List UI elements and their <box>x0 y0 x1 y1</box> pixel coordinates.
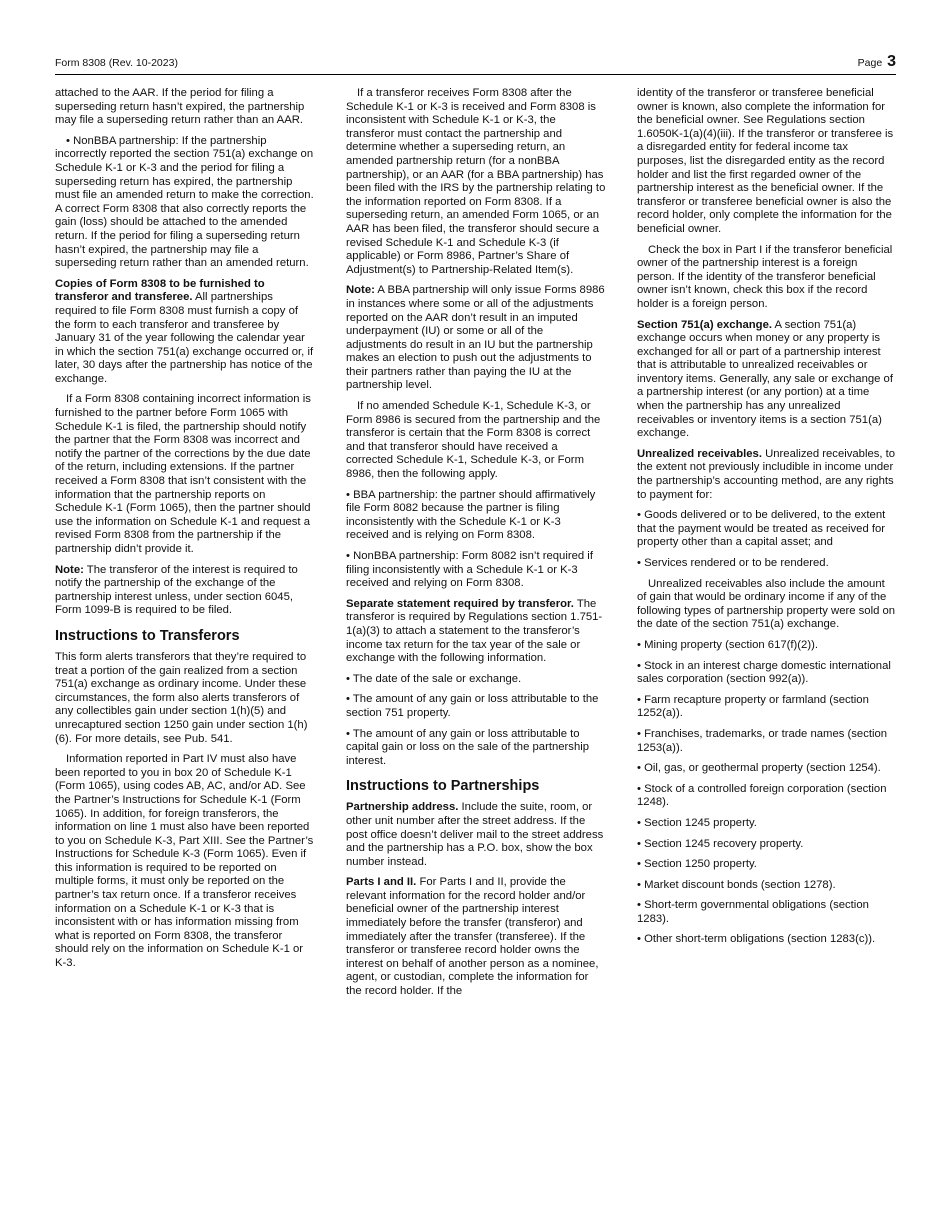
run-in-heading: Separate statement required by transferor. <box>346 597 574 610</box>
paragraph: If a transferor receives Form 8308 after the Schedule K-1 or K-3 is received and Form 8308 is inconsistent with Schedule K-1 or K-3, the transferor must contact the partnership and determine whether a superseding return, an amended partnership return (for a nonBBA partnership), or an AAR (for a BBA partnership) has been filed with the IRS by the partnership relating to the information reported on Form 8308. If a superseding return, an amended Form 1065, or an AAR has been filed, the transferor should secure a revised Schedule K-1 and Schedule K-3 (if applicable) or Form 8986, Partner’s Share of Adjustment(s) to Partnership-Related Item(s). <box>346 87 606 276</box>
section-heading: Instructions to Partnerships <box>346 778 540 795</box>
note <box>346 284 606 393</box>
page-number: 3 <box>887 53 896 70</box>
page-label: Page <box>857 57 883 69</box>
paragraph: This form alerts transferors that they’re required to treat a portion of the gain realized from a section 751(a) exchange as ordinary income. Under these circumstances, the form also alerts transferors of any collectibles gain under section 1(h)(5) and unrecaptured section 1250 gain under section 1(h)(6). For more details, see Pub. 541. <box>55 650 308 745</box>
bullet-item: • Goods delivered or to be delivered, to the extent that the payment would be treated as received for property other than a capital asset; and <box>637 509 886 549</box>
bullet-item: • Section 1250 property. <box>637 858 757 871</box>
note-label: Note: <box>346 284 375 297</box>
bullet-item: • Oil, gas, or geothermal property (section 1254). <box>637 762 881 775</box>
paragraph-text: For Parts I and II, provide the relevant information for the record holder and/or beneficial owner of the partnership interest immediately before the transfer (transferor) and immediately after the transfer (transferee). If the transferor or transferee record holder owns the interest on behalf of another person as a nominee, agent, or custodian, complete the information for the record holder. If the <box>346 876 599 998</box>
bullet-item: • BBA partnership: the partner should affirmatively file Form 8082 because the partner is filing inconsistently with the Schedule K-1 or K-3 received and is relying on Form 8308. <box>346 488 596 542</box>
bullet-item: • NonBBA partnership: Form 8082 isn’t required if filing inconsistently with a Schedule K-1 or K-3 received and relying on Form 8308. <box>346 550 593 590</box>
page-header <box>55 52 896 75</box>
bullet-item: • Stock in an interest charge domestic international sales corporation (section 992(a)). <box>637 659 891 686</box>
paragraph: Information reported in Part IV must also have been reported to you in box 20 of Schedule K-1 (Form 1065), using codes AB, AC, and/or AD. See the Partner’s Instructions for Schedule K-1 (Form 1065). In addition, for foreign transferors, the information on line 1 must also have been reported to you on Schedule K-3, Part XIII. See the Partner’s Instructions for Schedule K-3 (Form 1065). Even if this information is required to be reported on multiple forms, it must only be reported on the partner’s tax return once. If a transferor receives information on a Schedule K-1 or K-3 that is inconsistent with or has information missing from what is reported on Form 8308, the transferor should rely on the information on Schedule K-1 or K-3. <box>55 753 314 970</box>
bullet-item: • Mining property (section 617(f)(2)). <box>637 638 819 651</box>
paragraph-text: Include the suite, room, or other unit number after the street address. If the post office doesn’t deliver mail to the street address and the partnership has a P.O. box, show the box number instead. <box>346 801 604 868</box>
paragraph-text: The transferor is required by Regulations section 1.751-1(a)(3) to attach a statement to the transferor’s income tax return for the tax year of the sale or exchange with the following information. <box>346 597 603 665</box>
bullet-item: • Franchises, trademarks, or trade names (section 1253(a)). <box>637 727 888 754</box>
section-heading: Instructions to Transferors <box>55 627 240 644</box>
bullet-item: • Market discount bonds (section 1278). <box>637 878 836 891</box>
bullet-item: • Section 1245 property. <box>637 816 757 829</box>
bullet-item: • Farm recapture property or farmland (section 1252(a)). <box>637 693 869 720</box>
paragraph: If no amended Schedule K-1, Schedule K-3, or Form 8986 is secured from the partnership and the transferor is certain that the Form 8308 is correct and that transferor should have received a corrected Schedule K-1, Schedule K-3, or Form 8986, then the following apply. <box>346 400 601 481</box>
bullet-item: • Section 1245 recovery property. <box>637 837 804 850</box>
bullet-item: • Short-term governmental obligations (section 1283). <box>637 899 869 925</box>
paragraph <box>55 278 315 387</box>
column-1 <box>55 87 315 978</box>
form-id: Form 8308 (Rev. 10-2023) <box>55 57 178 69</box>
note <box>55 564 315 618</box>
run-in-heading: Parts I and II. <box>346 876 417 889</box>
paragraph-text: Unrealized receivables, to the extent not previously includible in income under the partnership’s accounting method, are any rights to payment for: <box>637 447 896 501</box>
bullet-item: • The amount of any gain or loss attributable to capital gain or loss on the sale of the partnership interest. <box>346 727 590 767</box>
bullet-item: • The date of the sale or exchange. <box>346 672 522 685</box>
paragraph: identity of the transferor or transferee beneficial owner is known, also complete the information for the beneficial owner. See Regulations section 1.6050K-1(a)(4)(iii). If the transferor or transferee is a disregarded entity for federal income tax purposes, list the disregarded entity as the record holder and list the first regarded owner of the partnership interest as the beneficial owner. If the transferor or transferee beneficial owner is also the record holder, only complete the information for the beneficial owner. <box>637 87 894 235</box>
run-in-heading: Copies of Form 8308 to be furnished to transferor and transferee. <box>55 277 265 304</box>
bullet-item: • The amount of any gain or loss attributable to the section 751 property. <box>346 693 599 719</box>
paragraph: Check the box in Part I if the transferor beneficial owner of the partnership interest is a foreign person. If the identity of the transferor beneficial owner isn’t known, check this box if the record holder is a foreign person. <box>637 243 893 310</box>
paragraph: attached to the AAR. If the period for filing a superseding return hasn’t expired, the partnership may file a superseding return rather than an AAR. <box>55 87 305 127</box>
note-label: Note: <box>55 563 84 576</box>
paragraph <box>346 801 606 869</box>
column-2 <box>346 87 606 1006</box>
run-in-heading: Unrealized receivables. <box>637 447 762 460</box>
note-text: A BBA partnership will only issue Forms 8986 in instances where some or all of the adjustments reported on the AAR don’t result in an imputed underpayment (IU) or some or all of the adjustments do result in an IU but the partnership makes an election to push out the adjustments to their partners rather than paying the IU at the partnership level. <box>346 284 605 392</box>
paragraph <box>346 598 606 666</box>
paragraph <box>637 319 897 441</box>
paragraph <box>346 876 606 998</box>
column-3 <box>637 87 897 954</box>
bullet-item: • Other short-term obligations (section 1283(c)). <box>637 933 876 946</box>
paragraph-text: All partnerships required to file Form 8308 must furnish a copy of the form to each transferor and transferee by January 31 of the year following the calendar year in which the section 751(a) exchange occurred or, if later, 30 days after the partnership has notice of the exchange. <box>55 291 314 385</box>
paragraph: • NonBBA partnership: If the partnership incorrectly reported the section 751(a) exchange on Schedule K-1 or K-3 and the period for filing a superseding return has expired, the partnership must file an amended return to make the correction. A correct Form 8308 that also correctly reports the gain (loss) should be attached to the amended return. If the period for filing a superseding return hasn’t expired, the partnership may file a superseding return rather than an amended return. <box>55 134 314 270</box>
run-in-heading: Section 751(a) exchange. <box>637 318 772 331</box>
paragraph-text: A section 751(a) exchange occurs when money or any property is exchanged for all or part of a partnership interest that is attributable to unrealized receivables or inventory items. Generally, any sale or exchange of a partnership interest (or any portion) at a time when the partnership has any unrealized receivables or inventory items is a section 751(a) exchange. <box>637 318 893 440</box>
page-number-label <box>858 53 896 71</box>
bullet-item: • Stock of a controlled foreign corporation (section 1248). <box>637 782 887 809</box>
paragraph: If a Form 8308 containing incorrect information is furnished to the partner before Form 1065 with Schedule K-1 is filed, the partnership should notify the partner that the Form 8308 was incorrect and notify the partner of the corrections by the due date of the return, including extensions. If the partner received a Form 8308 that isn’t consistent with the information that the partnership reports on Schedule K-1 (Form 1065), then the partner should use the information on Schedule K-1 and request a revised Form 8308 from the partnership if the partnership didn’t provide it. <box>55 393 311 555</box>
paragraph: Unrealized receivables also include the amount of gain that would be ordinary income if any of the following types of partnership property were sold on the date of the section 751(a) exchange. <box>637 577 896 631</box>
paragraph <box>637 448 897 502</box>
run-in-heading: Partnership address. <box>346 801 459 814</box>
note-text: The transferor of the interest is required to notify the partnership of the exchange of the partnership interest unless, under section 6045, Form 1099-B is required to be filed. <box>55 563 298 617</box>
bullet-item: • Services rendered or to be rendered. <box>637 557 829 569</box>
